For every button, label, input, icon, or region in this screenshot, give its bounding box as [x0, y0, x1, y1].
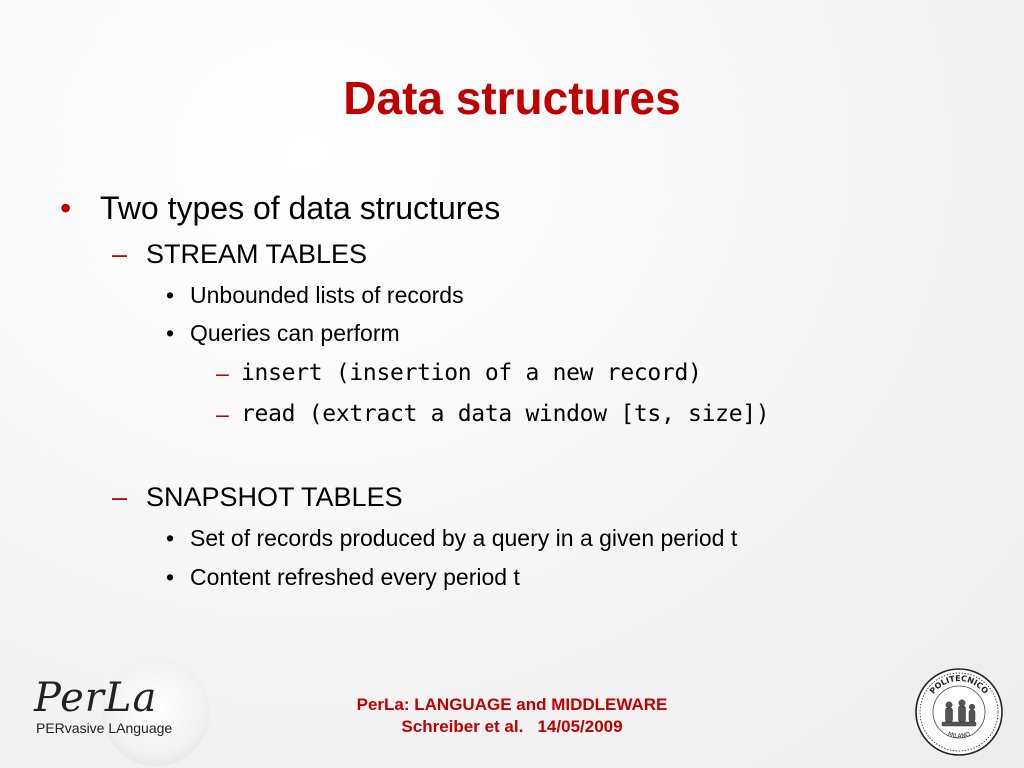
slide-title: Data structures — [343, 72, 681, 124]
item-set-of-records: Set of records produced by a query in a given period t — [190, 525, 738, 551]
politecnico-seal-icon — [914, 667, 1004, 757]
subbullet-snapshot-tables: SNAPSHOT TABLES — [146, 482, 403, 512]
footer-line-1: PerLa: LANGUAGE and MIDDLEWARE — [356, 695, 668, 714]
seal-top-text: POLITECNICO — [927, 673, 990, 696]
bullet-marker: • — [166, 564, 175, 590]
perla-logo — [20, 656, 215, 758]
item-unbounded-lists: Unbounded lists of records — [190, 282, 464, 308]
item-read: read (extract a data window [ts, size]) — [241, 401, 770, 427]
dash-marker: – — [112, 239, 128, 269]
item-queries-can-perform: Queries can perform — [190, 320, 400, 346]
dash-marker: – — [112, 482, 128, 512]
logo-subtitle: PERvasive LAnguage — [36, 720, 173, 736]
footer-line-2: Schreiber et al. 14/05/2009 — [401, 717, 623, 736]
bullet-two-types: Two types of data structures — [100, 190, 501, 226]
bullet-marker: • — [166, 525, 175, 551]
seal-bottom-text: MILANO — [946, 730, 972, 740]
subbullet-stream-tables: STREAM TABLES — [146, 239, 368, 269]
bullet-marker: • — [166, 320, 175, 346]
dash-marker: – — [216, 401, 229, 427]
item-content-refreshed: Content refreshed every period t — [190, 564, 520, 590]
logo-wordmark: PerLa — [34, 675, 158, 721]
item-insert: insert (insertion of a new record) — [241, 360, 702, 386]
footer-text — [262, 694, 762, 738]
dash-marker: – — [216, 360, 229, 386]
bullet-marker: • — [166, 282, 175, 308]
bullet-marker: • — [60, 190, 72, 226]
